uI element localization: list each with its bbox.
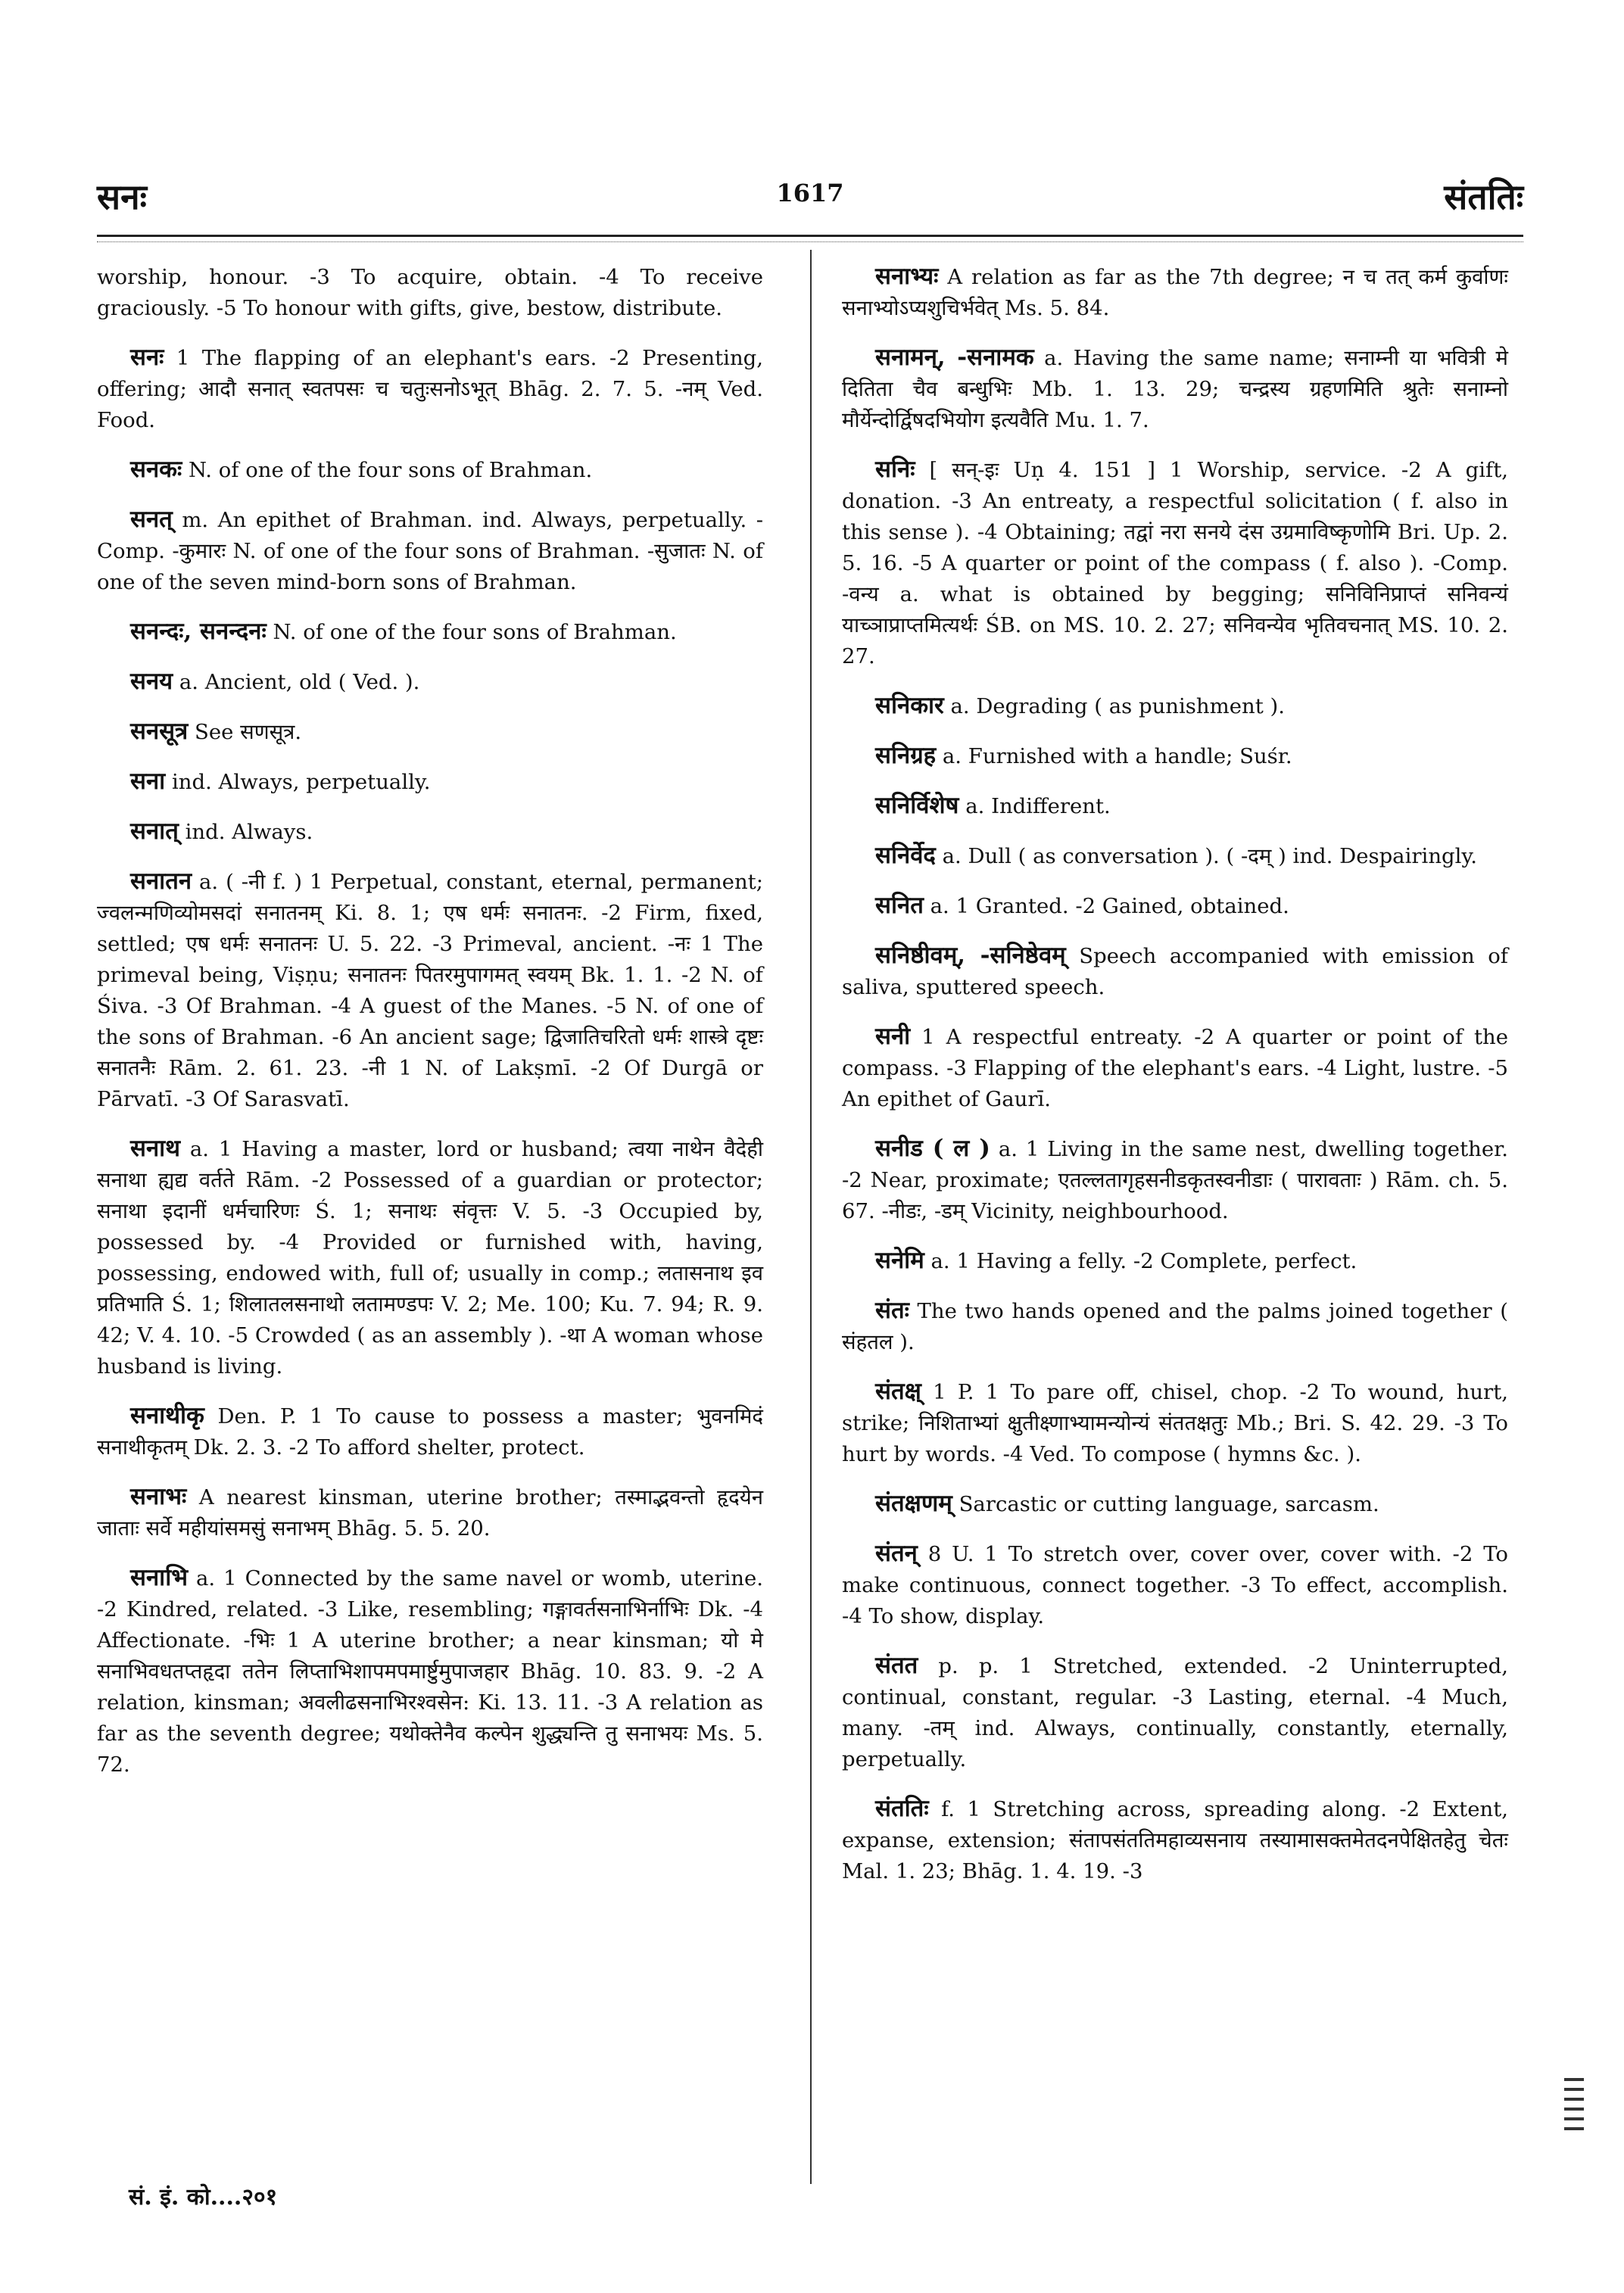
dictionary-entry — [97, 504, 763, 598]
entry-headword: सनन्दः, सनन्दनः — [130, 618, 267, 645]
signature-mark: सं. इं. को....२०१ — [129, 2184, 278, 2210]
entry-headword: सनाभः — [130, 1483, 187, 1510]
entry-text: a. 1 Granted. -2 Gained, obtained. — [930, 894, 1289, 918]
dictionary-entry — [842, 1245, 1508, 1277]
dictionary-entry — [97, 1400, 763, 1463]
dictionary-entry — [842, 690, 1508, 722]
entry-text: 1 The flapping of an elephant's ears. -2 Presenting, offering; आदौ सनात् स्वतपसः च चतुःसनोऽभूत् Bhāg. 2. 7. 5. -नम् Ved. Food. — [97, 346, 763, 432]
entry-text: N. of one of the four sons of Brahman. — [273, 620, 677, 644]
entry-headword: सनिष्ठीवम्, -सनिष्ठेवम् — [875, 942, 1066, 969]
entry-text: a. 1 Having a master, lord or husband; त्वया नाथेन वैदेही सनाथा ह्यद्य वर्तते Rām. -2 Possessed of a guardian or protector; सनाथा इदानीं धर्मचारिणः Ś. 1; सनाथः संवृत्तः V. 5. -3 Occupied by, possessed by. -4 Provided or furnished with, having, possessing, endowed with, full of; usually in comp.; लतासनाथ इव प्रतिभाति Ś. 1; शिलातलसनाथो लतामण्डपः V. 2; Me. 100; Ku. 7. 94; R. 9. 42; V. 4. 10. -5 Crowded ( as an assembly ). -था A woman whose husband is living. — [97, 1137, 763, 1379]
running-head — [97, 173, 1523, 218]
entry-text: A nearest kinsman, uterine brother; तस्माद्भवन्तो हृदयेन जाताः सर्वे महीयांसमसुं सनाभम् Bhāg. 5. 5. 20. — [97, 1485, 763, 1541]
dictionary-entry — [842, 1650, 1508, 1775]
dictionary-entry — [842, 454, 1508, 672]
dictionary-entry — [97, 342, 763, 436]
entry-text: a. 1 Having a felly. -2 Complete, perfect. — [930, 1249, 1357, 1273]
entry-headword: संततिः — [875, 1795, 929, 1822]
entry-headword: सनातन — [130, 868, 192, 895]
entry-headword: सनाथीकृ — [130, 1402, 204, 1429]
entry-headword: संतत — [875, 1652, 918, 1679]
dictionary-entry — [97, 1133, 763, 1382]
entry-headword: सनित — [875, 892, 924, 919]
entry-headword: सनिग्रह — [875, 742, 937, 769]
entry-text: a. ( -नी f. ) 1 Perpetual, constant, eternal, permanent; ज्वलन्मणिव्योमसदां सनातनम् Ki. 8. 1; एष धर्मः सनातनः. -2 Firm, fixed, settled; एष धर्मः सनातनः U. 5. 22. -3 Primeval, ancient. -नः 1 The primeval being, Viṣṇu; सनातनः पितरमुपागमत् स्वयम् Bk. 1. 1. -2 N. of Śiva. -3 Of Brahman. -4 A guest of the Manes. -5 N. of one of the sons of Brahman. -6 An ancient sage; द्विजातिचरितो धर्मः शास्त्रे दृष्टः सनातनैः Rām. 2. 61. 23. -नी 1 N. of Lakṣmī. -2 Of Durgā or Pārvatī. -3 Of Sarasvatī. — [97, 870, 763, 1111]
dictionary-entry — [842, 1133, 1508, 1227]
dictionary-entry — [97, 1481, 763, 1544]
entry-headword: सनिर्विशेष — [875, 792, 959, 819]
dictionary-entry — [97, 716, 763, 748]
dictionary-entry — [842, 1376, 1508, 1470]
dictionary-entry — [97, 616, 763, 648]
dictionary-entry — [842, 840, 1508, 872]
page-number: 1617 — [776, 179, 844, 207]
dictionary-entry — [842, 940, 1508, 1003]
entry-text: a. Dull ( as conversation ). ( -दम् ) ind. Despairingly. — [942, 844, 1478, 868]
entry-headword: सनत् — [130, 506, 173, 533]
entry-headword: सनिर्वेद — [875, 842, 936, 869]
dictionary-entry — [97, 261, 763, 324]
dictionary-entry — [842, 1295, 1508, 1358]
entry-text: The two hands opened and the palms joined together ( संहतल ). — [842, 1299, 1508, 1354]
entry-text: 8 U. 1 To stretch over, cover over, cover with. -2 To make continuous, connect together. -3 To effect, accomplish. -4 To show, display. — [842, 1542, 1508, 1628]
entry-text: 1 A respectful entreaty. -2 A quarter or point of the compass. -3 Flapping of the elephant's ears. -4 Light, lustre. -5 An epithet of Gaurī. — [842, 1025, 1508, 1111]
entry-headword: संतन् — [875, 1540, 918, 1567]
dictionary-entry — [842, 890, 1508, 922]
entry-text: Speech accompanied with emission of saliva, sputtered speech. — [842, 944, 1508, 999]
dictionary-entry — [97, 666, 763, 698]
entry-text: a. Furnished with a handle; Suśr. — [942, 744, 1292, 768]
dictionary-entry — [842, 261, 1508, 324]
entry-headword: संतक्षणम् — [875, 1490, 952, 1517]
entry-headword: सनात् — [130, 818, 179, 845]
dictionary-entry — [97, 454, 763, 486]
entry-text: a. Having the same name; सनाम्नी या भवित्री मे दितिता चैव बन्धुभिः Mb. 1. 13. 29; चन्द्रस्य ग्रहणमिति श्रुतेः सनाम्नो मौर्येन्दोर्द्विषदभियोग इत्यवैति Mu. 1. 7. — [842, 346, 1508, 432]
entry-headword: सनी — [875, 1023, 911, 1050]
running-head-right: संततिः — [1444, 176, 1523, 217]
entry-text: worship, honour. -3 To acquire, obtain. -4 To receive graciously. -5 To honour with gifts, give, bestow, distribute. — [97, 265, 763, 320]
entry-headword: सनसूत्र — [130, 718, 189, 745]
entry-headword: संतक्ष् — [875, 1378, 921, 1405]
entry-headword: सनामन्, -सनामक — [875, 344, 1034, 371]
entry-headword: सना — [130, 768, 166, 795]
dictionary-entry — [842, 740, 1508, 772]
dictionary-entry — [97, 866, 763, 1115]
dictionary-entry — [842, 1538, 1508, 1632]
entry-text: Sarcastic or cutting language, sarcasm. — [959, 1492, 1379, 1516]
entry-headword: सनेमि — [875, 1247, 924, 1274]
entry-text: a. 1 Living in the same nest, dwelling together. -2 Near, proximate; एतल्लतागृहसनीडकृतस्वनीडाः ( पारावताः ) Rām. ch. 5. 67. -नीडः, -डम् Vicinity, neighbourhood. — [842, 1137, 1508, 1223]
column-divider — [810, 250, 812, 2184]
entry-text: m. An epithet of Brahman. ind. Always, perpetually. -Comp. -कुमारः N. of one of the four sons of Brahman. -सुजातः N. of one of the seven mind-born sons of Brahman. — [97, 508, 763, 594]
entry-headword: सनिः — [875, 456, 915, 483]
entry-text: a. Degrading ( as punishment ). — [950, 694, 1285, 718]
header-rule — [97, 235, 1523, 242]
dictionary-entry — [97, 1562, 763, 1781]
left-column — [97, 261, 763, 1799]
running-head-left: सनः — [97, 176, 147, 217]
entry-text: p. p. 1 Stretched, extended. -2 Uninterrupted, continual, constant, regular. -3 Lasting, eternal. -4 Much, many. -तम् ind. Always, continually, constantly, eternally, perpetually. — [842, 1654, 1508, 1771]
entry-headword: सनः — [130, 344, 164, 371]
dictionary-entry — [97, 816, 763, 848]
entry-text: See सणसूत्र. — [194, 720, 302, 744]
dictionary-entry — [842, 790, 1508, 822]
dictionary-entry — [842, 1793, 1508, 1887]
entry-headword: सनय — [130, 668, 173, 695]
entry-headword: सनाथ — [130, 1135, 180, 1162]
entry-headword: सनाभ्यः — [875, 263, 939, 290]
entry-headword: संतः — [875, 1297, 909, 1324]
dictionary-entry — [842, 342, 1508, 436]
dictionary-entry — [97, 766, 763, 798]
dictionary-entry — [842, 1021, 1508, 1115]
entry-headword: सनिकार — [875, 692, 944, 719]
right-column — [842, 261, 1508, 1905]
entry-text: Den. P. 1 To cause to possess a master; भुवनमिदं सनाथीकृतम् Dk. 2. 3. -2 To afford shelter, protect. — [97, 1404, 763, 1460]
entry-text: 1 P. 1 To pare off, chisel, chop. -2 To wound, hurt, strike; निशिताभ्यां क्षुतीक्ष्णाभ्यामन्योन्यं संततक्षतुः Mb.; Bri. S. 42. 29. -3 To hurt by words. -4 Ved. To compose ( hymns &c. ). — [842, 1380, 1508, 1466]
entry-text: a. 1 Connected by the same navel or womb, uterine. -2 Kindred, related. -3 Like, resembling; गङ्गावर्तसनाभिर्नाभिः Dk. -4 Affectionate. -भिः 1 A uterine brother; a near kinsman; यो मे सनाभिवधतप्तहृदा ततेन लिप्ताभिशापमपमार्ष्टुमुपाजहार Bhāg. 10. 83. 9. -2 A relation, kinsman; अवलीढसनाभिरश्वसेन: Ki. 13. 11. -3 A relation as far as the seventh degree; यथोक्तेनैव कल्पेन शुद्ध्यन्ति तु सनाभयः Ms. 5. 72. — [97, 1566, 763, 1777]
entry-text: A relation as far as the 7th degree; न च तत् कर्म कुर्वाणः सनाभ्योऽप्यशुचिर्भवेत् Ms. 5. 84. — [842, 265, 1508, 320]
entry-text: N. of one of the four sons of Brahman. — [188, 458, 593, 482]
entry-text: [ सन्-इः Uṇ 4. 151 ] 1 Worship, service. -2 A gift, donation. -3 An entreaty, a respectful solicitation ( f. also in this sense ). -4 Obtaining; तद्वां नरा सनये दंस उग्रमाविष्कृणोमि Bri. Up. 2. 5. 16. -5 A quarter or point of the compass ( f. also ). -Comp. -वन्य a. what is obtained by begging; सनिविनिप्राप्तं सनिवन्यं याच्ञाप्राप्तमित्यर्थः ŚB. on MS. 10. 2. 27; सनिवन्येव भृतिवचनात् MS. 10. 2. 27. — [842, 458, 1508, 668]
dictionary-entry — [842, 1488, 1508, 1520]
entry-text: f. 1 Stretching across, spreading along. -2 Extent, expanse, extension; संतापसंततिमहाव्यसनाय तस्यामासक्तमेतदनपेक्षितहेतु चेतः Mal. 1. 23; Bhāg. 1. 4. 19. -3 — [842, 1797, 1508, 1883]
entry-headword: सनीड ( ल ) — [875, 1135, 990, 1162]
entry-headword: सनकः — [130, 456, 182, 483]
margin-tick-marks — [1564, 2078, 1584, 2136]
entry-text: a. Ancient, old ( Ved. ). — [179, 670, 420, 694]
entry-text: ind. Always, perpetually. — [171, 770, 431, 794]
entry-text: ind. Always. — [185, 820, 313, 844]
entry-headword: सनाभि — [130, 1564, 189, 1591]
entry-text: a. Indifferent. — [965, 794, 1111, 818]
